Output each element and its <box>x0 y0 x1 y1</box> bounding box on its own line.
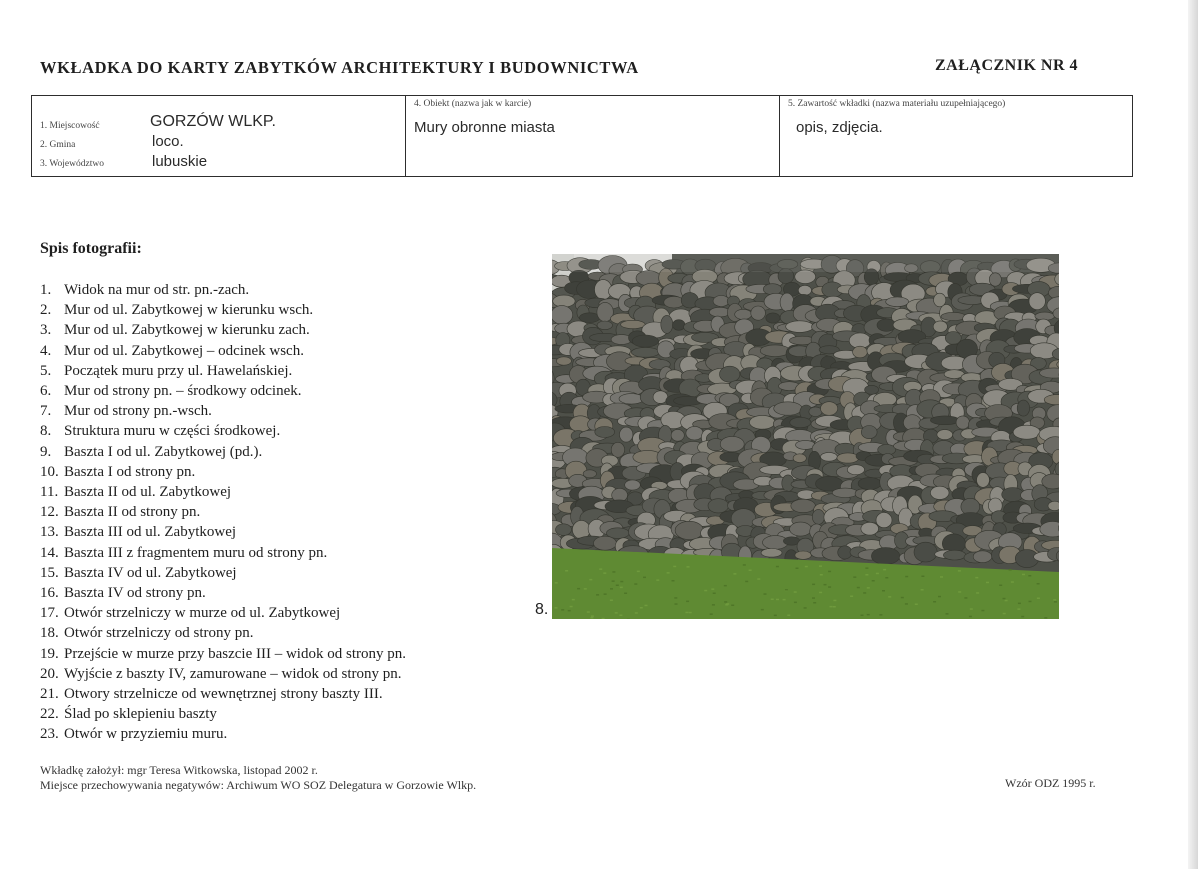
commune-label: 2. Gmina <box>40 140 76 150</box>
photo-list-item-text: Ślad po sklepieniu baszty <box>64 706 217 723</box>
photo-list <box>40 280 406 745</box>
photo-list-item-text: Baszta II od ul. Zabytkowej <box>64 484 232 501</box>
photo-list-item-number: 7. <box>40 403 52 420</box>
photo-list-item <box>40 724 406 744</box>
photo-list-item <box>40 704 406 724</box>
photo-list-item <box>40 482 406 502</box>
photo-list-item-number: 1. <box>40 282 52 298</box>
object-cell <box>406 96 780 176</box>
photo-list-item <box>40 623 406 643</box>
contents-label: 5. Zawartość wkładki (nazwa materiału uzupełniającego) <box>788 99 1006 109</box>
photo-list-item <box>40 280 406 300</box>
photo-list-item-text: Baszta I od ul. Zabytkowej (pd.). <box>64 443 263 460</box>
photo-list-item <box>40 684 406 704</box>
photo-list-item <box>40 381 406 401</box>
photo-list-item-number: 6. <box>40 383 52 400</box>
scan-edge-shadow <box>1188 0 1198 869</box>
photo-list-item-number: 21. <box>40 686 59 703</box>
photo-list-item <box>40 502 406 522</box>
photo-list-item-text: Struktura muru w części środkowej. <box>64 423 281 440</box>
photo-list-item <box>40 421 406 441</box>
photo-list-item-number: 4. <box>40 342 52 359</box>
voivodeship-label: 3. Województwo <box>40 159 104 169</box>
photo-list-item-number: 20. <box>40 665 59 682</box>
location-value: GORZÓW WLKP. <box>150 113 276 130</box>
photo-list-item-text: Wyjście z baszty IV, zamurowane – widok od strony pn. <box>64 665 402 682</box>
info-box <box>31 95 1133 177</box>
photo-list-item <box>40 442 406 462</box>
photo-list-item <box>40 603 406 623</box>
photo-list-item-text: Otwór strzelniczy od strony pn. <box>64 625 254 642</box>
photo-list-item-text: Otwór strzelniczy w murze od ul. Zabytkowej <box>64 605 341 622</box>
photo-list-item-text: Mur od ul. Zabytkowej w kierunku zach. <box>64 322 310 339</box>
object-label: 4. Obiekt (nazwa jak w karcie) <box>414 99 532 109</box>
photo-list-item-number: 23. <box>40 726 59 743</box>
photo-list-item-text: Baszta IV od strony pn. <box>64 585 206 602</box>
photo-list-item-number: 16. <box>40 585 59 602</box>
photo-list-item-text: Przejście w murze przy baszcie III – widok od strony pn. <box>64 645 406 662</box>
photo-list-item-text: Baszta III z fragmentem muru od strony pn. <box>64 544 328 561</box>
author-label: Wkładkę założył: <box>40 763 125 777</box>
photo-list-item-number: 12. <box>40 504 59 521</box>
wall-photo <box>552 254 1059 619</box>
photo-list-item-text: Baszta IV od ul. Zabytkowej <box>64 564 237 581</box>
contents-value: opis, zdjęcia. <box>796 119 883 136</box>
photo-list-item <box>40 320 406 340</box>
photo-list-item <box>40 361 406 381</box>
photo-list-item-text: Mur od strony pn. – środkowy odcinek. <box>64 383 302 400</box>
photo-list-item-number: 18. <box>40 625 59 642</box>
photo-list-item-number: 9. <box>40 443 52 460</box>
photo-list-item-number: 2. <box>40 302 52 319</box>
photo-list-item-text: Widok na mur od str. pn.-zach. <box>64 282 250 298</box>
photo-list-item <box>40 664 406 684</box>
photo-list-item-text: Początek muru przy ul. Hawelańskiej. <box>64 362 293 379</box>
photo-number: 8. <box>535 601 549 618</box>
photo-list-item-text: Baszta III od ul. Zabytkowej <box>64 524 237 541</box>
photo-list-item-text: Baszta II od strony pn. <box>64 504 201 521</box>
object-value: Mury obronne miasta <box>414 119 555 136</box>
commune-value: loco. <box>152 133 184 150</box>
photo-list-item <box>40 300 406 320</box>
voivodeship-value: lubuskie <box>152 153 208 170</box>
stone-wall-photo-image <box>552 254 1059 619</box>
author-value: mgr Teresa Witkowska, listopad 2002 r. <box>127 763 318 777</box>
photo-list-item <box>40 462 406 482</box>
photo-list-item <box>40 341 406 361</box>
photo-list-item-number: 10. <box>40 463 59 480</box>
storage-label: Miejsce przechowywania negatywów: <box>40 778 224 792</box>
photo-list-item-number: 19. <box>40 645 59 662</box>
annex-number: ZAŁĄCZNIK NR 4 <box>935 57 1079 74</box>
photo-list-item-number: 5. <box>40 362 52 379</box>
photo-list-item-text: Mur od strony pn.-wsch. <box>64 403 212 420</box>
photo-list-title: Spis fotografii: <box>40 240 142 257</box>
photo-list-item <box>40 522 406 542</box>
photo-list-item-text: Baszta I od strony pn. <box>64 463 196 480</box>
form-model: Wzór ODZ 1995 r. <box>1005 776 1096 790</box>
location-cell <box>32 96 406 176</box>
photo-list-item-text: Mur od ul. Zabytkowej w kierunku wsch. <box>64 302 314 319</box>
photo-list-item <box>40 563 406 583</box>
contents-cell <box>780 96 1132 176</box>
photo-list-item <box>40 583 406 603</box>
location-label: 1. Miejscowość <box>40 121 100 131</box>
photo-list-item-number: 14. <box>40 544 59 561</box>
photo-list-item <box>40 543 406 563</box>
photo-list-item-text: Otwory strzelnicze od wewnętrznej strony baszty III. <box>64 686 383 703</box>
storage-line <box>40 778 476 793</box>
photo-list-item <box>40 401 406 421</box>
photo-list-item-number: 13. <box>40 524 59 541</box>
photo-list-item-number: 15. <box>40 564 59 581</box>
author-line <box>40 763 318 778</box>
photo-list-item-number: 11. <box>40 484 59 501</box>
photo-list-item-number: 8. <box>40 423 52 440</box>
document-title: WKŁADKA DO KARTY ZABYTKÓW ARCHITEKTURY I BUDOWNICTWA <box>40 58 639 77</box>
photo-list-item-text: Otwór w przyziemiu muru. <box>64 726 228 743</box>
photo-list-item-number: 22. <box>40 706 59 723</box>
photo-list-item-number: 3. <box>40 322 52 339</box>
photo-list-item <box>40 644 406 664</box>
photo-list-item-number: 17. <box>40 605 59 622</box>
storage-value: Archiwum WO SOZ Delegatura w Gorzowie Wlkp. <box>226 778 477 792</box>
photo-list-item-text: Mur od ul. Zabytkowej – odcinek wsch. <box>64 342 304 359</box>
